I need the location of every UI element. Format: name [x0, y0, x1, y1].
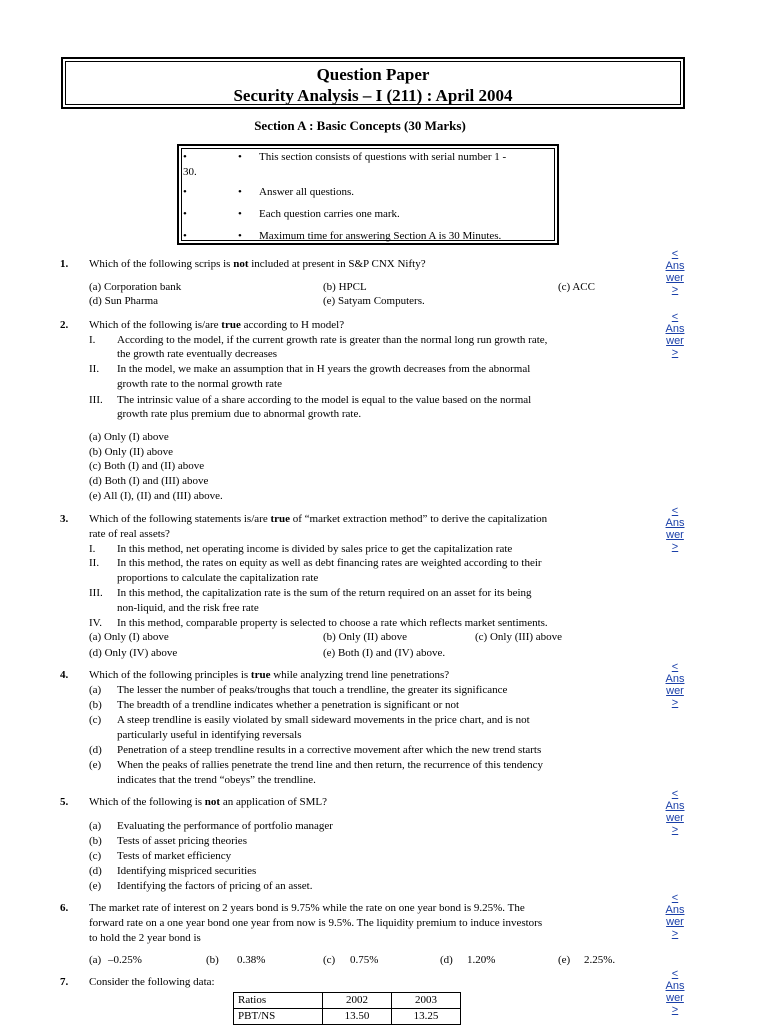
question-number: 5.	[60, 796, 69, 808]
answer-link-q4[interactable]	[660, 661, 690, 709]
question-emphasis: true	[270, 513, 290, 525]
answer-link-text: Ans	[665, 517, 685, 529]
option-text: Tests of asset pricing theories	[117, 835, 247, 847]
option-letter: (c)	[89, 850, 102, 862]
answer-link-text: <	[671, 892, 679, 904]
answer-link-text: Ans	[665, 904, 685, 916]
question-text	[89, 257, 634, 272]
answer-link-text: wer	[666, 529, 684, 541]
option-text: Identifying mispriced securities	[117, 865, 257, 877]
question-text-line: forward rate on a one year bond one year from now is 9.5%. The liquidity premium to induce investors	[89, 917, 543, 929]
statement-text: In this method, comparable property is selected to choose a rate which reflects market sentiments.	[117, 617, 548, 629]
option: (e) Both (I) and (IV) above.	[323, 647, 446, 659]
statement-number: II.	[89, 363, 100, 375]
option: (a) Corporation bank	[89, 281, 182, 293]
statement-text: In this method, the rates on equity as well as debt financing rates are weighted according to their	[117, 557, 542, 569]
answer-link-text: wer	[666, 335, 684, 347]
question-text: The market rate of interest on 2 years bond is 9.75% while the rate on one year bond is 9.25%. The	[89, 902, 525, 914]
answer-link-text: >	[671, 697, 679, 709]
option-letter: (e)	[89, 880, 102, 892]
answer-link-q5[interactable]	[660, 788, 690, 836]
option-value: 0.75%	[350, 954, 379, 966]
table-cell: 13.25	[392, 1009, 461, 1025]
answer-link-text: >	[671, 928, 679, 940]
statement-text: growth rate plus premium due to abnormal growth rate.	[117, 408, 362, 420]
option: (e) Satyam Computers.	[323, 295, 425, 307]
statement-number: IV.	[89, 617, 102, 629]
instruction-text: Each question carries one mark.	[259, 208, 400, 220]
instruction-wrap-text: 30.	[183, 166, 197, 178]
question-number: 1.	[60, 258, 69, 270]
answer-link-text: wer	[666, 272, 684, 284]
statement-number: II.	[89, 557, 100, 569]
question-number: 6.	[60, 902, 69, 914]
option-letter: (d)	[89, 744, 102, 756]
answer-link-text: <	[671, 311, 679, 323]
paper-subtitle: Security Analysis – I (211) : April 2004	[233, 86, 513, 105]
bullet: •	[238, 208, 242, 220]
table-row	[234, 1009, 461, 1025]
answer-link-text: Ans	[665, 673, 685, 685]
instruction-text: Maximum time for answering Section A is 30 Minutes.	[259, 230, 502, 242]
option: (d) Both (I) and (III) above	[89, 475, 209, 487]
option: (a) Only (I) above	[89, 431, 169, 443]
option-text: particularly useful in identifying reversals	[117, 729, 302, 741]
option-value: –0.25%	[108, 954, 142, 966]
answer-link-text: Ans	[665, 800, 685, 812]
option-letter: (e)	[89, 759, 102, 771]
table-cell: 13.50	[323, 1009, 392, 1025]
option-letter: (b)	[89, 835, 102, 847]
question-text	[89, 668, 634, 683]
option: (e) All (I), (II) and (III) above.	[89, 490, 223, 502]
option-text: A steep trendline is easily violated by small sideward movements in the price chart, and is not	[117, 714, 530, 726]
question-text	[89, 512, 634, 527]
option-letter: (a)	[89, 954, 102, 966]
option-letter: (d)	[440, 954, 453, 966]
option-value: 2.25%.	[584, 954, 616, 966]
answer-link-text: wer	[666, 992, 684, 1004]
statement-number: I.	[89, 543, 96, 555]
statement-text: the growth rate eventually decreases	[117, 348, 278, 360]
answer-link-q3[interactable]	[660, 505, 690, 553]
option-letter: (b)	[206, 954, 219, 966]
question-text-line: to hold the 2 year bond is	[89, 932, 201, 944]
statement-text: In this method, net operating income is divided by sales price to get the capitalization rate	[117, 543, 513, 555]
question-text-part: while analyzing trend line penetrations?	[270, 669, 450, 681]
answer-link-text: >	[671, 1004, 679, 1016]
option: (b) Only (II) above	[323, 631, 407, 643]
question-text-part: Which of the following scrips is	[89, 258, 234, 270]
title-box	[61, 57, 685, 109]
option: (b) Only (II) above	[89, 446, 173, 458]
answer-link-q2[interactable]	[660, 311, 690, 359]
instruction-text: This section consists of questions with serial number 1 -	[259, 151, 507, 163]
statement-text: proportions to calculate the capitalization rate	[117, 572, 319, 584]
bullet: •	[183, 230, 187, 242]
option: (b) HPCL	[323, 281, 367, 293]
table-header-cell: 2003	[392, 993, 461, 1009]
statement-text: non-liquid, and the risk free rate	[117, 602, 259, 614]
question-text-part: Which of the following is	[89, 796, 205, 808]
question-text-part: Which of the following principles is	[89, 669, 251, 681]
table-header-cell: Ratios	[234, 993, 323, 1009]
question-text-line: rate of real assets?	[89, 528, 170, 540]
answer-link-text: >	[671, 347, 679, 359]
answer-link-text: wer	[666, 812, 684, 824]
answer-link-text: <	[671, 505, 679, 517]
instruction-text: Answer all questions.	[259, 186, 355, 198]
question-text-part: of “market extraction method” to derive the capitalization	[290, 513, 548, 525]
option-text: The breadth of a trendline indicates whether a penetration is significant or not	[117, 699, 460, 711]
option-text: The lesser the number of peaks/troughs that touch a trendline, the greater its significance	[117, 684, 508, 696]
answer-link-text: wer	[666, 685, 684, 697]
option-text: Tests of market efficiency	[117, 850, 232, 862]
answer-link-text: <	[671, 788, 679, 800]
bullet: •	[238, 186, 242, 198]
option: (d) Only (IV) above	[89, 647, 178, 659]
section-title: Section A : Basic Concepts (30 Marks)	[254, 118, 466, 133]
bullet: •	[183, 208, 187, 220]
question-number: 7.	[60, 976, 69, 988]
option-letter: (d)	[89, 865, 102, 877]
answer-link-q1[interactable]	[660, 248, 690, 296]
ratios-table	[233, 992, 461, 1025]
answer-link-q6[interactable]	[660, 892, 690, 940]
statement-text: The intrinsic value of a share according to the model is equal to the value based on the normal	[117, 394, 532, 406]
answer-link-text: Ans	[665, 980, 685, 992]
option-letter: (a)	[89, 820, 102, 832]
question-text-part: an application of SML?	[220, 796, 327, 808]
question-emphasis: true	[250, 669, 271, 681]
option: (c) Only (III) above	[475, 631, 563, 643]
question-text-part: Which of the following is/are	[89, 319, 222, 331]
option-letter: (a)	[89, 684, 102, 696]
bullet: •	[183, 151, 187, 163]
statement-text: According to the model, if the current growth rate is greater than the normal long run growth rate,	[117, 334, 548, 346]
answer-link-text: <	[671, 968, 679, 980]
answer-link-text: Ans	[665, 323, 685, 335]
question-number: 3.	[60, 513, 69, 525]
option-text: indicates that the trend “obeys” the trendline.	[117, 774, 316, 786]
option-text: When the peaks of rallies penetrate the trend line and then return, the recurrence of this tendency	[117, 759, 544, 771]
answer-link-text: >	[671, 824, 679, 836]
table-header-row	[234, 993, 461, 1009]
statement-text: In this method, the capitalization rate is the sum of the return required on an asset for its being	[117, 587, 532, 599]
answer-link-text: <	[671, 661, 679, 673]
bullet: •	[183, 186, 187, 198]
option-text: Penetration of a steep trendline results in a corrective movement after which the new trend starts	[117, 744, 542, 756]
answer-link-text: >	[671, 541, 679, 553]
question-emphasis: true	[221, 319, 241, 331]
option-value: 1.20%	[467, 954, 496, 966]
question-emphasis: not	[204, 796, 221, 808]
instructions-box	[177, 144, 559, 245]
question-text-part: included at present in S&P CNX Nifty?	[248, 258, 426, 270]
question-text-part: Which of the following statements is/are	[89, 513, 271, 525]
question-text-part: according to H model?	[240, 319, 345, 331]
answer-link-text: wer	[666, 916, 684, 928]
option-letter: (b)	[89, 699, 102, 711]
table-cell: PBT/NS	[234, 1009, 323, 1025]
bullet: •	[238, 230, 242, 242]
paper-title: Question Paper	[316, 65, 430, 84]
answer-link-q7[interactable]	[660, 968, 690, 1016]
statement-number: III.	[89, 394, 103, 406]
bullet: •	[238, 151, 242, 163]
question-text	[89, 795, 634, 810]
option-text: Identifying the factors of pricing of an asset.	[117, 880, 313, 892]
question-emphasis: not	[233, 258, 249, 270]
answer-link-text: Ans	[665, 260, 685, 272]
statement-number: III.	[89, 587, 103, 599]
question-number: 4.	[60, 669, 69, 681]
option-letter: (c)	[89, 714, 102, 726]
question-text	[89, 318, 634, 333]
option-letter: (e)	[558, 954, 571, 966]
option: (a) Only (I) above	[89, 631, 169, 643]
option: (d) Sun Pharma	[89, 295, 159, 307]
statement-number: I.	[89, 334, 96, 346]
question-text: Consider the following data:	[89, 976, 215, 988]
option-text: Evaluating the performance of portfolio manager	[117, 820, 333, 832]
option-letter: (c)	[323, 954, 336, 966]
question-number: 2.	[60, 319, 69, 331]
statement-text: In the model, we make an assumption that in H years the growth decreases from the abnormal	[117, 363, 531, 375]
answer-link-text: >	[671, 284, 679, 296]
option: (c) Both (I) and (II) above	[89, 460, 205, 472]
statement-text: growth rate to the normal growth rate	[117, 378, 282, 390]
option-value: 0.38%	[237, 954, 266, 966]
option: (c) ACC	[558, 281, 595, 293]
table-header-cell: 2002	[323, 993, 392, 1009]
answer-link-text: <	[671, 248, 679, 260]
